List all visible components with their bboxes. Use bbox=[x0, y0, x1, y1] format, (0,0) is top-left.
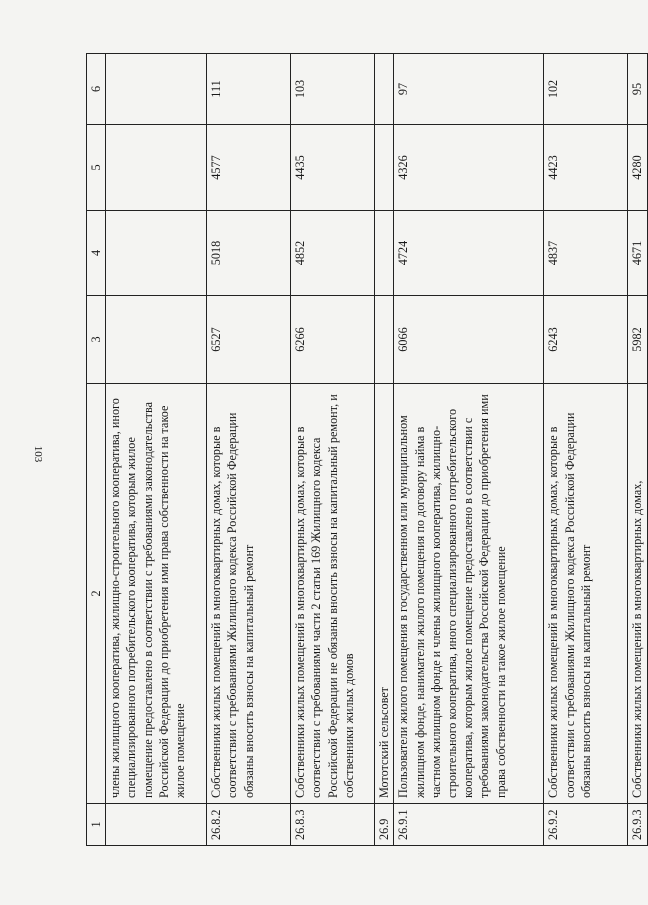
table-row-section bbox=[375, 54, 394, 846]
row-value-col4: 5018 bbox=[207, 211, 291, 296]
row-value-col5: 4435 bbox=[291, 125, 375, 211]
row-description: Мототский сельсовет bbox=[375, 384, 394, 804]
row-description: Пользователи жилого помещения в государственном или муниципальном жилищном фонде, наниматели жилого помещения по договору найма в частном жилищном фонде и члены жилищного кооператива, жилищно-строительного кооператива, иного специализированного потребительского кооператива, которым жилое помещение предоставлено в соответствии с требованиями законодательства Российской Федерации до приобретения ими права собственности на такое жилое помещение bbox=[394, 384, 544, 804]
page-number: 103 bbox=[32, 445, 44, 463]
row-value-col4 bbox=[375, 211, 394, 296]
row-code: 26.9 bbox=[375, 804, 394, 846]
row-code: 26.9.3 bbox=[628, 804, 648, 846]
row-value-col4: 4724 bbox=[394, 211, 544, 296]
table-row bbox=[394, 54, 544, 846]
header-cell-4: 4 bbox=[87, 211, 106, 296]
data-table bbox=[86, 53, 648, 846]
row-code: 26.8.2 bbox=[207, 804, 291, 846]
row-value-col6: 102 bbox=[544, 54, 628, 125]
row-value-col4: 4837 bbox=[544, 211, 628, 296]
row-value-col3 bbox=[106, 296, 207, 384]
row-value-col3 bbox=[375, 296, 394, 384]
table-row bbox=[106, 54, 207, 846]
row-code: 26.8.3 bbox=[291, 804, 375, 846]
row-value-col6: 95 bbox=[628, 54, 648, 125]
row-value-col6: 97 bbox=[394, 54, 544, 125]
row-description: Собственники жилых помещений в многоквартирных домах, которые в соответствии с требованиями части 2 статьи 169 Жилищного кодекса Российской Федерации не обязаны вносить взносы на капитальный ремонт, и собственники жилых домов bbox=[291, 384, 375, 804]
row-value-col4: 4852 bbox=[291, 211, 375, 296]
table-frame bbox=[86, 54, 645, 846]
row-value-col3: 6527 bbox=[207, 296, 291, 384]
table-row bbox=[291, 54, 375, 846]
row-value-col5: 4423 bbox=[544, 125, 628, 211]
row-description: Собственники жилых помещений в многоквартирных домах, которые в соответствии с требованиями Жилищного кодекса Российской Федерации обязаны вносить взносы на капитальный ремонт bbox=[544, 384, 628, 804]
rotated-page-content bbox=[86, 54, 645, 846]
row-code: 26.9.2 bbox=[544, 804, 628, 846]
row-value-col3: 6266 bbox=[291, 296, 375, 384]
row-value-col4: 4671 bbox=[628, 211, 648, 296]
row-value-col6: 111 bbox=[207, 54, 291, 125]
header-cell-3: 3 bbox=[87, 296, 106, 384]
row-value-col3: 6066 bbox=[394, 296, 544, 384]
row-description: Собственники жилых помещений в многоквартирных домах, bbox=[628, 384, 648, 804]
row-value-col5 bbox=[106, 125, 207, 211]
table-header-row bbox=[87, 54, 106, 846]
header-cell-1: 1 bbox=[87, 804, 106, 846]
row-value-col6: 103 bbox=[291, 54, 375, 125]
row-value-col5: 4280 bbox=[628, 125, 648, 211]
row-value-col5: 4577 bbox=[207, 125, 291, 211]
row-value-col5 bbox=[375, 125, 394, 211]
row-code bbox=[106, 804, 207, 846]
row-value-col5: 4326 bbox=[394, 125, 544, 211]
header-cell-6: 6 bbox=[87, 54, 106, 125]
header-cell-2: 2 bbox=[87, 384, 106, 804]
table-row bbox=[628, 54, 648, 846]
row-value-col3: 5982 bbox=[628, 296, 648, 384]
table-row bbox=[207, 54, 291, 846]
row-description: члены жилищного кооператива, жилищно-строительного кооператива, иного специализированного потребительского кооператива, которым жилое помещение предоставлено в соответствии с требованиями законодательства Российской Федерации до приобретения ими права собственности на такое жилое помещение bbox=[106, 384, 207, 804]
row-description: Собственники жилых помещений в многоквартирных домах, которые в соответствии с требованиями Жилищного кодекса Российской Федерации обязаны вносить взносы на капитальный ремонт bbox=[207, 384, 291, 804]
row-value-col6 bbox=[375, 54, 394, 125]
row-value-col4 bbox=[106, 211, 207, 296]
table-row bbox=[544, 54, 628, 846]
row-value-col3: 6243 bbox=[544, 296, 628, 384]
header-cell-5: 5 bbox=[87, 125, 106, 211]
row-value-col6 bbox=[106, 54, 207, 125]
row-code: 26.9.1 bbox=[394, 804, 544, 846]
